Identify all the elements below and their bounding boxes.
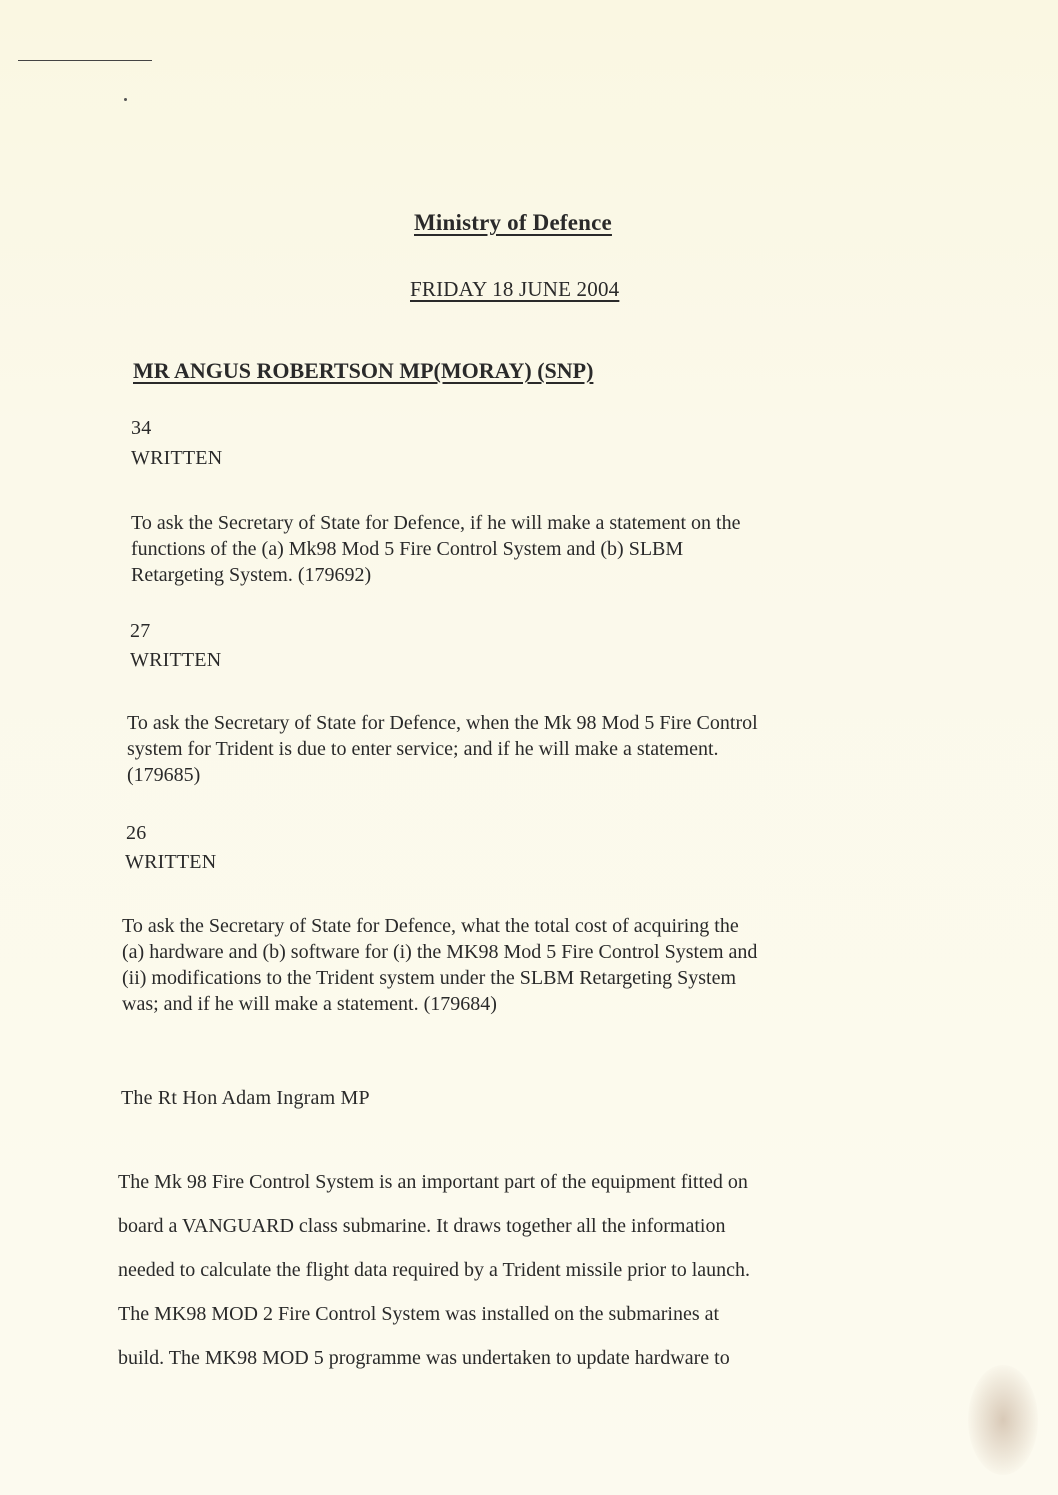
question-line: (a) hardware and (b) software for (i) the MK98 Mod 5 Fire Control System and bbox=[122, 941, 758, 963]
question-line: system for Trident is due to enter service; and if he will make a statement. bbox=[127, 738, 719, 760]
scan-speck bbox=[124, 98, 127, 101]
question-line: was; and if he will make a statement. (179684) bbox=[122, 993, 497, 1015]
question-line: Retargeting System. (179692) bbox=[131, 564, 372, 586]
question-text bbox=[131, 510, 740, 588]
question-line: functions of the (a) Mk98 Mod 5 Fire Control System and (b) SLBM bbox=[131, 538, 684, 560]
respondent-name: The Rt Hon Adam Ingram MP bbox=[121, 1087, 370, 1109]
question-number: 26 bbox=[126, 822, 147, 844]
department-heading: Ministry of Defence bbox=[414, 210, 612, 235]
answer-line: build. The MK98 MOD 5 programme was undertaken to update hardware to bbox=[118, 1347, 730, 1369]
question-line: (179685) bbox=[127, 764, 201, 786]
paper-stain bbox=[968, 1365, 1038, 1475]
question-line: To ask the Secretary of State for Defence, if he will make a statement on the bbox=[131, 512, 741, 534]
answer-line: The MK98 MOD 2 Fire Control System was installed on the submarines at bbox=[118, 1303, 720, 1325]
question-line: To ask the Secretary of State for Defence, when the Mk 98 Mod 5 Fire Control bbox=[127, 712, 758, 734]
question-number: 34 bbox=[131, 417, 152, 439]
question-type: WRITTEN bbox=[131, 447, 223, 469]
answer-line: The Mk 98 Fire Control System is an important part of the equipment fitted on bbox=[118, 1171, 748, 1193]
scan-edge-line bbox=[18, 60, 152, 61]
question-text bbox=[122, 913, 757, 1017]
question-type: WRITTEN bbox=[125, 851, 217, 873]
answer-text bbox=[118, 1160, 750, 1380]
question-line: To ask the Secretary of State for Defence, what the total cost of acquiring the bbox=[122, 915, 739, 937]
date-line: FRIDAY 18 JUNE 2004 bbox=[410, 277, 620, 301]
question-text bbox=[127, 710, 758, 788]
answer-line: board a VANGUARD class submarine. It draws together all the information bbox=[118, 1215, 726, 1237]
question-line: (ii) modifications to the Trident system under the SLBM Retargeting System bbox=[122, 967, 737, 989]
answer-line: needed to calculate the flight data required by a Trident missile prior to launch. bbox=[118, 1259, 751, 1281]
question-number: 27 bbox=[130, 620, 151, 642]
member-heading: MR ANGUS ROBERTSON MP(MORAY) (SNP) bbox=[133, 358, 594, 383]
question-type: WRITTEN bbox=[130, 649, 222, 671]
